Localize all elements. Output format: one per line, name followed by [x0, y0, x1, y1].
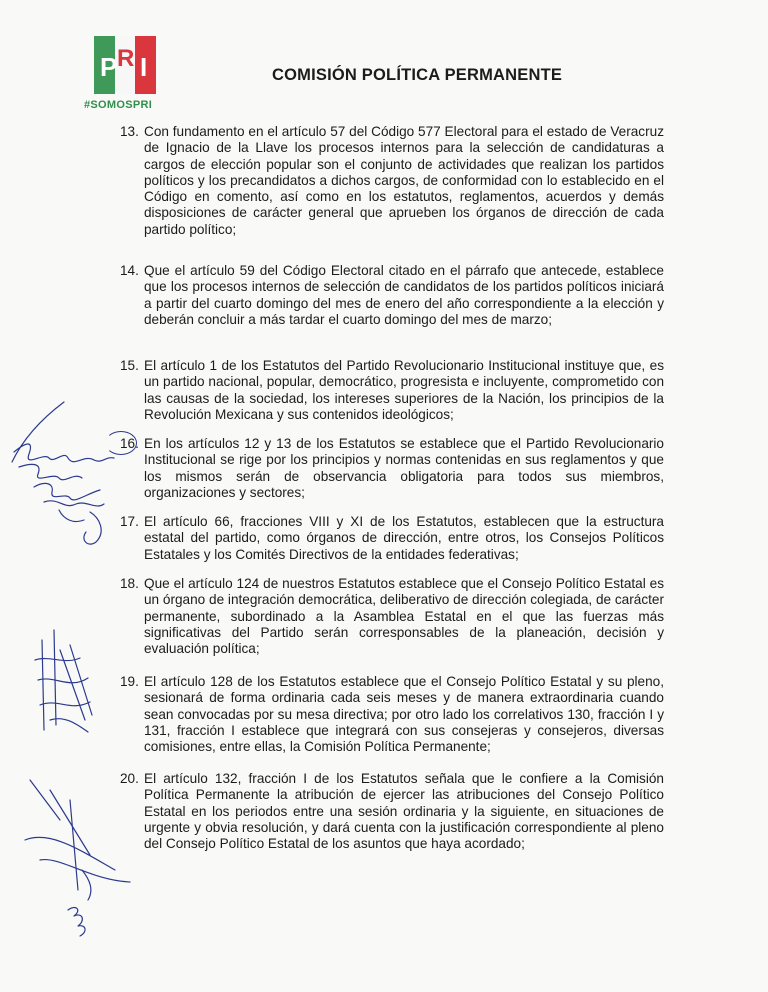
pri-logo — [94, 36, 156, 94]
item-number: 13. — [120, 124, 139, 139]
item-number: 18. — [120, 576, 139, 591]
svg-text:P: P — [100, 52, 118, 82]
item-number: 15. — [120, 358, 139, 373]
item-number: 16. — [120, 436, 139, 451]
item-text: El artículo 1 de los Estatutos del Partido Revolucionario Institucional instituye que, es un partido nacional, popular, democrático, progresista e incluyente, comprometido con las causas de la sociedad, los intereses superiores de la Nación, los principios de la Revolución Mexicana y sus contenidos ideológicos; — [144, 358, 664, 422]
page-title: COMISIÓN POLÍTICA PERMANENTE — [272, 66, 563, 84]
list-item — [120, 124, 664, 238]
item-text: En los artículos 12 y 13 de los Estatutos se establece que el Partido Revolucionario Institucional se rige por los principios y normas contenidas en sus reglamentos y que los mismos serán de observancia obligatoria para todos sus miembros, organizaciones y sectores; — [144, 436, 664, 500]
list-item — [120, 263, 664, 328]
signature-upper — [4, 392, 120, 552]
item-text: El artículo 128 de los Estatutos establece que el Consejo Político Estatal y su pleno, sesionará de forma ordinaria cada seis meses y de manera extraordinaria cuando sean convocadas por su mesa directiva; por otro lado los correlativos 130, fracción I y 131, fracción I establece que integrará con sus consejeras y consejeros, diversas comisiones, entre ellas, la Comisión Política Permanente; — [144, 674, 664, 755]
item-number: 19. — [120, 674, 139, 689]
item-text: Que el artículo 124 de nuestros Estatutos establece que el Consejo Político Estatal es un órgano de integración democrática, deliberativo de dirección colegiada, de carácter permanente, subordinado a la Asamblea Estatal en el que las fuerzas más significativas del Partido serán corresponsables de la planeación, decisión y evaluación política; — [144, 576, 664, 657]
hashtag-label: #SOMOSPRI — [84, 99, 153, 111]
list-item — [120, 674, 664, 755]
svg-text:R: R — [117, 45, 135, 72]
svg-text:I: I — [140, 52, 148, 82]
list-item — [120, 514, 664, 563]
signature-middle — [30, 620, 100, 740]
item-text: El artículo 66, fracciones VIII y XI de los Estatutos, establecen que la estructura estatal del partido, como órganos de dirección, entre otros, los Consejos Políticos Estatales y los Comités Directivos de la entidades federativas; — [144, 514, 664, 562]
signature-lower — [20, 760, 140, 940]
list-item — [120, 771, 664, 852]
list-item — [120, 358, 664, 423]
item-number: 17. — [120, 514, 139, 529]
list-item — [120, 436, 664, 501]
item-text: Que el artículo 59 del Código Electoral citado en el párrafo que antecede, establece que los procesos internos de selección de candidatos de los partidos políticos iniciará a partir del cuarto domingo del mes de enero del año correspondiente a la elección y deberán concluir a más tardar el cuarto domingo del mes de marzo; — [144, 263, 664, 327]
list-item — [120, 576, 664, 657]
item-text: El artículo 132, fracción I de los Estatutos señala que le confiere a la Comisión Política Permanente la atribución de ejercer las atribuciones del Consejo Político Estatal en los periodos entre una sesión ordinaria y la siguiente, en situaciones de urgente y obvia resolución, y dará cuenta con la justificación correspondiente al pleno del Consejo Político Estatal de los asuntos que haya acordado; — [144, 771, 664, 852]
item-number: 14. — [120, 263, 139, 278]
item-number: 20. — [120, 771, 139, 786]
item-text: Con fundamento en el artículo 57 del Código 577 Electoral para el estado de Veracruz de Ignacio de la Llave los procesos internos para la selección de candidaturas a cargos de elección popular son el conjunto de actividades que realizan los partidos políticos y los precandidatos a dichos cargos, de conformidad con lo establecido en el Código en comento, así como en los estatutos, reglamentos, acuerdos y demás disposiciones de carácter general que aprueben los órganos de dirección de cada partido político; — [144, 124, 664, 237]
